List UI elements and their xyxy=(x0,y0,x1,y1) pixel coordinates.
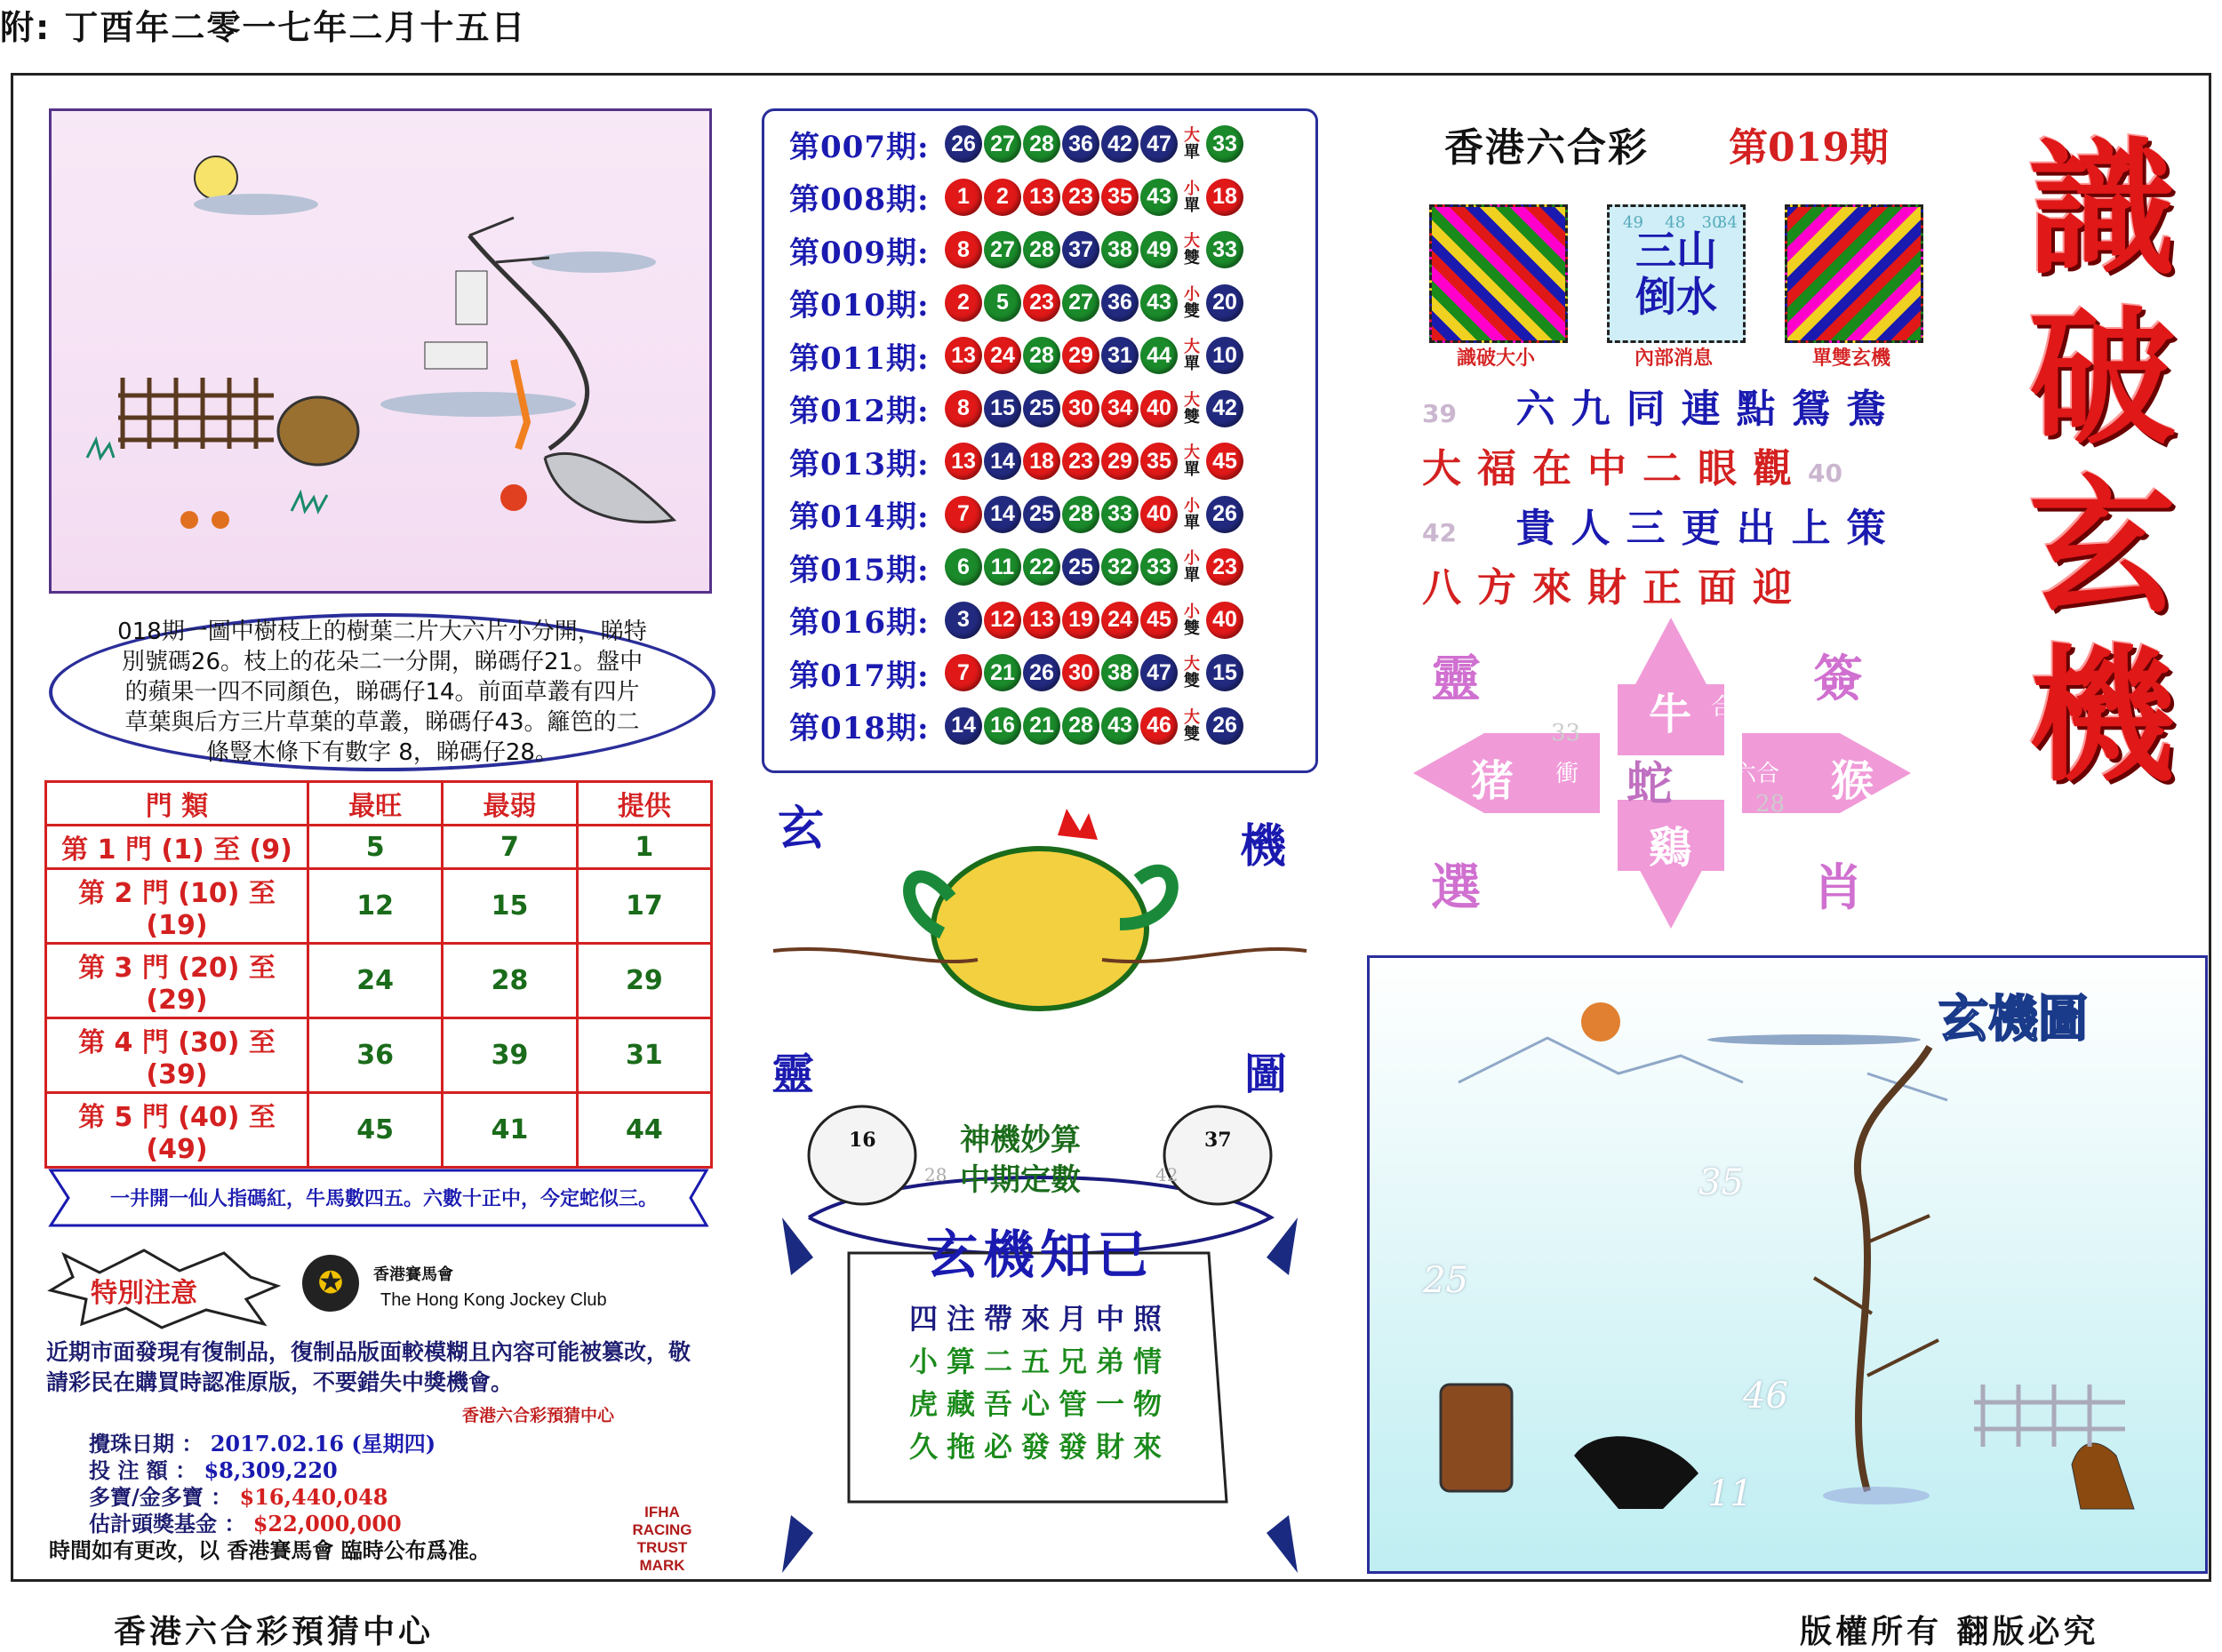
parity-tag: 雙 xyxy=(1184,407,1200,427)
box-label: 單雙玄機 xyxy=(1811,347,1890,370)
special-ball: 33 xyxy=(1206,231,1243,268)
saying-line: 八方來財正面迎 xyxy=(1422,565,1808,611)
special-ball: 10 xyxy=(1206,337,1243,374)
riddle-illustration xyxy=(52,111,709,591)
special-ball: 33 xyxy=(1206,125,1243,163)
big-title-char: 機 xyxy=(2028,629,2176,802)
saying-pre: 42 xyxy=(1422,518,1457,547)
lottery-ball: 13 xyxy=(1023,602,1060,639)
special-ball: 26 xyxy=(1206,707,1243,745)
small-right-number: 42 xyxy=(1155,1164,1179,1185)
result-label: 第007期: xyxy=(789,129,930,165)
result-label: 第013期: xyxy=(789,446,930,483)
lottery-ball: 8 xyxy=(945,231,982,268)
lottery-ball: 24 xyxy=(984,337,1021,374)
saying-pre: 39 xyxy=(1422,399,1457,428)
lottery-ball: 38 xyxy=(1101,231,1139,268)
bet-label: 投 注 額 ： xyxy=(89,1457,197,1483)
lottery-ball: 23 xyxy=(1062,443,1099,480)
big-title-char: 識 xyxy=(2028,123,2176,295)
lottery-ball: 29 xyxy=(1101,443,1139,480)
compass-small: 六合 xyxy=(1733,761,1780,787)
lottery-ball: 49 xyxy=(1140,231,1178,268)
corner-mid-left-char: 靈 xyxy=(771,1049,815,1099)
lottery-ball: 28 xyxy=(1023,231,1060,268)
footer-right: 版權所有 翻版必究 xyxy=(1800,1614,2099,1650)
ifha-logo xyxy=(613,1486,711,1574)
riddle-explanation xyxy=(49,613,715,771)
size-parity-tag xyxy=(1179,127,1204,161)
lottery-ball: 21 xyxy=(984,654,1021,691)
poem-line: 久拖必發發財來 xyxy=(908,1430,1171,1464)
box-num: 49 xyxy=(1623,213,1643,232)
parity-tag: 單 xyxy=(1184,196,1200,215)
poem-line: 四注帶來月中照 xyxy=(908,1302,1171,1336)
lottery-ball: 44 xyxy=(1140,337,1178,374)
box-num: 30 xyxy=(1701,213,1722,232)
size-tag: 小 xyxy=(1184,602,1200,621)
compass-small: 33 xyxy=(1551,720,1581,746)
lottery-ball: 1 xyxy=(945,179,982,216)
result-row xyxy=(789,439,1245,483)
gates-table xyxy=(44,780,713,1169)
lottery-ball: 43 xyxy=(1140,284,1178,322)
result-label: 第014期: xyxy=(789,499,930,535)
riddle-text: 018期一圖中樹枝上的樹葉二片大六片小分開，睇特別號碼26。枝上的花朵二一分開，睇碼仔21。盤中的蘋果一四不同顏色，睇碼仔14。前面草叢有四片草葉與后方三片草葉的草叢，睇碼仔43。籬笆的二條豎木條下有數字 8，睇碼仔28。 xyxy=(117,619,647,766)
size-parity-tag xyxy=(1179,180,1204,214)
box-numbers xyxy=(1623,213,1738,232)
gate-offer: 17 xyxy=(577,869,711,944)
lottery-ball: 27 xyxy=(984,125,1021,163)
lottery-ball: 47 xyxy=(1140,654,1178,691)
parity-tag: 雙 xyxy=(1184,724,1200,744)
result-label: 第015期: xyxy=(789,552,930,588)
lottery-ball: 5 xyxy=(984,284,1021,322)
lottery-ball: 30 xyxy=(1062,390,1099,427)
lottery-ball: 3 xyxy=(945,602,982,639)
corner-qian: 簽 xyxy=(1813,650,1863,708)
gate-name: 第 4 門 (30) 至 (39) xyxy=(46,1018,308,1093)
prize-value: $22,000,000 xyxy=(252,1511,402,1536)
result-label: 第009期: xyxy=(789,235,930,271)
box-oddeven xyxy=(1785,204,1923,371)
sayings xyxy=(1422,382,1902,616)
size-parity-tag xyxy=(1179,444,1204,478)
size-parity-tag xyxy=(1179,709,1204,743)
verse-zhongji: 中期定數 xyxy=(960,1162,1081,1198)
lottery-ball: 16 xyxy=(984,707,1021,745)
parity-tag: 單 xyxy=(1184,355,1200,373)
lottery-ball: 21 xyxy=(1023,707,1060,745)
lottery-ball: 27 xyxy=(984,231,1021,268)
notice-text: 近期市面發現有復制品，復制品版面較模糊且內容可能被篡改，敬請彩民在購買時認准原版，不要錯失中獎機會。 xyxy=(46,1339,691,1395)
lottery-ball: 24 xyxy=(1101,602,1139,639)
poem-line: 虎藏吾心管一物 xyxy=(908,1387,1171,1421)
size-tag: 大 xyxy=(1184,390,1200,410)
result-row xyxy=(789,281,1245,325)
hidden-number: 35 xyxy=(1698,1162,1744,1203)
left-egg-number: 16 xyxy=(849,1129,876,1152)
corner-top-right-char: 機 xyxy=(1240,819,1287,874)
gate-offer: 31 xyxy=(577,1018,711,1093)
lottery-ball: 28 xyxy=(1023,337,1060,374)
special-ball: 42 xyxy=(1206,390,1243,427)
result-label: 第016期: xyxy=(789,605,930,641)
header-category: 門 類 xyxy=(46,782,308,826)
lottery-ball: 2 xyxy=(984,179,1021,216)
special-ball: 26 xyxy=(1206,496,1243,533)
zodiac-compass xyxy=(1413,613,1991,933)
poem-line: 小算二五兄弟情 xyxy=(908,1345,1171,1378)
gate-name: 第 1 門 (1) 至 (9) xyxy=(46,826,308,869)
lottery-ball: 26 xyxy=(945,125,982,163)
size-tag: 大 xyxy=(1184,338,1200,356)
lottery-ball: 34 xyxy=(1101,390,1139,427)
result-label: 第010期: xyxy=(789,288,930,323)
box-label: 內部消息 xyxy=(1634,347,1713,370)
lottery-ball: 45 xyxy=(1140,602,1178,639)
result-label: 第008期: xyxy=(789,182,930,218)
header-offer: 提供 xyxy=(577,782,711,826)
compass-small: 三 xyxy=(1578,841,1602,867)
lottery-ball: 28 xyxy=(1023,125,1060,163)
verse-shenji: 神機妙算 xyxy=(960,1122,1081,1158)
result-row xyxy=(789,227,1245,272)
lottery-ball: 36 xyxy=(1062,125,1099,163)
result-label: 第017期: xyxy=(789,658,930,694)
size-parity-tag xyxy=(1179,392,1204,426)
lottery-ball: 23 xyxy=(1023,284,1060,322)
parity-tag: 雙 xyxy=(1184,672,1200,690)
lottery-ball: 32 xyxy=(1101,548,1139,586)
lottery-ball: 38 xyxy=(1101,654,1139,691)
gate-max: 24 xyxy=(308,944,443,1018)
result-label: 第011期: xyxy=(789,340,930,377)
lottery-ball: 25 xyxy=(1062,548,1099,586)
lottery-ball: 26 xyxy=(1023,654,1060,691)
lottery-ball: 35 xyxy=(1140,443,1178,480)
lottery-ball: 13 xyxy=(945,443,982,480)
prize-label: 估計頭獎基金 ： xyxy=(89,1511,246,1536)
parity-tag: 雙 xyxy=(1184,249,1200,267)
parity-tag: 單 xyxy=(1184,143,1200,162)
lottery-ball: 25 xyxy=(1023,496,1060,533)
parity-tag: 雙 xyxy=(1184,301,1200,321)
issue-number: 第019期 xyxy=(1729,125,1889,171)
box-num: 34 xyxy=(1716,213,1738,232)
lottery-ball: 35 xyxy=(1101,179,1139,216)
gate-min: 28 xyxy=(443,944,577,1018)
size-tag: 大 xyxy=(1184,655,1200,674)
lottery-ball: 7 xyxy=(945,654,982,691)
verse-banner xyxy=(46,1166,711,1230)
lottery-ball: 46 xyxy=(1140,707,1178,745)
lottery-ball: 33 xyxy=(1101,496,1139,533)
lottery-ball: 22 xyxy=(1023,548,1060,586)
size-parity-tag xyxy=(1179,656,1204,690)
lottery-ball: 7 xyxy=(945,496,982,533)
table-row xyxy=(46,1018,712,1093)
size-tag: 小 xyxy=(1184,496,1200,515)
lottery-ball: 43 xyxy=(1140,179,1178,216)
mosaic-box xyxy=(1785,204,1923,343)
special-ball: 20 xyxy=(1206,284,1243,322)
size-tag: 小 xyxy=(1184,179,1200,198)
parity-tag: 單 xyxy=(1184,513,1200,532)
compass-small: 衝 xyxy=(1555,761,1579,787)
box-size xyxy=(1429,204,1568,371)
special-notice-label: 特別注意 xyxy=(91,1278,197,1309)
parity-tag: 單 xyxy=(1184,566,1200,585)
lottery-ball: 40 xyxy=(1140,390,1178,427)
gate-min: 15 xyxy=(443,869,577,944)
footer-left: 香港六合彩預猜中心 xyxy=(114,1614,435,1650)
table-header-row xyxy=(46,782,712,826)
lottery-ball: 42 xyxy=(1101,125,1139,163)
gate-min: 7 xyxy=(443,826,577,869)
multi-value: $16,440,048 xyxy=(239,1484,388,1510)
header-date: 附: 丁酉年二零一七年二月十五日 xyxy=(0,8,527,47)
lottery-ball: 28 xyxy=(1062,496,1099,533)
size-parity-tag xyxy=(1179,339,1204,372)
gate-max: 12 xyxy=(308,869,443,944)
special-ball: 23 xyxy=(1206,548,1243,586)
box-num: 48 xyxy=(1665,213,1686,232)
corner-xiao: 肖 xyxy=(1813,858,1863,917)
big-title xyxy=(2013,124,2191,800)
bet-value: $8,309,220 xyxy=(204,1457,338,1483)
gate-max: 36 xyxy=(308,1018,443,1093)
hidden-number: 46 xyxy=(1743,1376,1788,1417)
special-ball: 15 xyxy=(1206,654,1243,691)
lottery-title: 香港六合彩 xyxy=(1444,125,1649,171)
size-parity-tag xyxy=(1179,498,1204,531)
size-tag: 大 xyxy=(1184,126,1200,145)
zodiac-center: 蛇 xyxy=(1627,757,1674,811)
lottery-ball: 36 xyxy=(1101,284,1139,322)
zodiac-right: 猴 xyxy=(1831,756,1874,806)
result-row xyxy=(789,175,1245,219)
small-left-number: 28 xyxy=(924,1164,947,1185)
lottery-ball: 37 xyxy=(1062,231,1099,268)
box-label: 識破大小 xyxy=(1456,347,1535,370)
corner-ling: 靈 xyxy=(1431,650,1481,708)
results-panel xyxy=(762,108,1318,773)
size-parity-tag xyxy=(1179,286,1204,320)
special-ball: 18 xyxy=(1206,179,1243,216)
table-row xyxy=(46,1093,712,1168)
gate-min: 39 xyxy=(443,1018,577,1093)
lottery-ball: 19 xyxy=(1062,602,1099,639)
gate-min: 41 xyxy=(443,1093,577,1168)
gate-offer: 44 xyxy=(577,1093,711,1168)
compass-small: 28 xyxy=(1755,791,1786,818)
verse-text: 一井開一仙人指碼紅，牛馬數四五。六數十正中，今定蛇似三。 xyxy=(109,1188,658,1210)
result-row xyxy=(789,122,1245,166)
lottery-ball: 40 xyxy=(1140,496,1178,533)
result-row xyxy=(789,650,1245,695)
result-row xyxy=(789,333,1245,378)
result-row xyxy=(789,387,1245,431)
lottery-ball: 31 xyxy=(1101,337,1139,374)
lottery-ball: 14 xyxy=(984,496,1021,533)
jockey-club-logo-icon: ✪ xyxy=(302,1255,359,1312)
table-row xyxy=(46,944,712,1018)
saying-line: 貴人三更出上策 xyxy=(1515,506,1902,551)
big-title-char: 破 xyxy=(2028,291,2176,464)
size-parity-tag xyxy=(1179,603,1204,637)
gate-max: 45 xyxy=(308,1093,443,1168)
lottery-ball: 43 xyxy=(1101,707,1139,745)
result-row xyxy=(789,545,1245,589)
size-tag: 大 xyxy=(1184,707,1200,727)
lottery-ball: 14 xyxy=(984,443,1021,480)
poem xyxy=(880,1297,1200,1468)
lottery-ball: 13 xyxy=(945,337,982,374)
right-egg-number: 37 xyxy=(1204,1129,1232,1152)
result-row xyxy=(789,598,1245,642)
gate-max: 5 xyxy=(308,826,443,869)
notice-tail: 時間如有更改，以 香港賽馬會 臨時公布爲准。 xyxy=(49,1537,491,1563)
gate-name: 第 3 門 (20) 至 (29) xyxy=(46,944,308,1018)
parity-tag: 雙 xyxy=(1184,619,1200,638)
saying-post: 40 xyxy=(1808,459,1842,488)
lottery-ball: 13 xyxy=(1023,179,1060,216)
hidden-number: 11 xyxy=(1707,1473,1753,1514)
lottery-ball: 6 xyxy=(945,548,982,586)
saying-line: 大福在中二眼觀 xyxy=(1422,446,1808,491)
special-notice-badge xyxy=(46,1246,282,1330)
hidden-number: 25 xyxy=(1423,1260,1468,1301)
xuanji-picture xyxy=(1367,955,2208,1574)
lottery-ball: 11 xyxy=(984,548,1021,586)
gate-offer: 29 xyxy=(577,944,711,1018)
multi-label: 多寶/金多寶 ： xyxy=(89,1484,233,1510)
lottery-ball: 33 xyxy=(1140,548,1178,586)
gate-name: 第 2 門 (10) 至 (19) xyxy=(46,869,308,944)
xuanji-title: 玄機知已 xyxy=(925,1225,1154,1285)
table-row xyxy=(46,826,712,869)
ifha-text: IFHA RACING TRUST MARK xyxy=(632,1504,692,1574)
table-row xyxy=(46,869,712,944)
lottery-ball: 25 xyxy=(1023,390,1060,427)
big-title-char: 玄 xyxy=(2028,460,2176,633)
zodiac-down: 鷄 xyxy=(1649,823,1692,873)
size-tag: 大 xyxy=(1184,232,1200,251)
zodiac-left: 猪 xyxy=(1471,756,1515,806)
gate-name: 第 5 門 (40) 至 (49) xyxy=(46,1093,308,1168)
result-row xyxy=(789,704,1245,748)
riddle-picture xyxy=(49,108,712,594)
corner-xuan: 選 xyxy=(1431,858,1481,917)
lottery-ball: 15 xyxy=(984,390,1021,427)
result-label: 第018期: xyxy=(789,711,930,746)
xuanji-picture-title: 玄機圖 xyxy=(1938,990,2088,1049)
lottery-ball: 18 xyxy=(1023,443,1060,480)
lottery-ball: 8 xyxy=(945,390,982,427)
mosaic-box xyxy=(1429,204,1568,343)
hint-box-text: 三山倒水 xyxy=(1635,227,1717,321)
corner-mid-right-char: 圖 xyxy=(1244,1049,1288,1099)
jockey-club-en: The Hong Kong Jockey Club xyxy=(380,1290,607,1310)
size-parity-tag xyxy=(1179,550,1204,584)
lottery-ball: 23 xyxy=(1062,179,1099,216)
saying-line: 六九同連點鴛鴦 xyxy=(1515,387,1902,432)
lottery-ball: 14 xyxy=(945,707,982,745)
parity-tag: 單 xyxy=(1184,460,1200,479)
header-min: 最弱 xyxy=(443,782,577,826)
lottery-ball: 2 xyxy=(945,284,982,322)
lottery-ball: 28 xyxy=(1062,707,1099,745)
compass-small: 合 xyxy=(1724,850,1748,876)
corner-top-left-char: 玄 xyxy=(778,802,825,856)
zodiac-up: 牛 xyxy=(1649,690,1692,739)
lottery-ball: 12 xyxy=(984,602,1021,639)
special-ball: 45 xyxy=(1206,443,1243,480)
jockey-club-cn: 香港賽馬會 xyxy=(373,1265,453,1284)
size-tag: 小 xyxy=(1184,284,1200,304)
size-tag: 小 xyxy=(1184,549,1200,568)
size-parity-tag xyxy=(1179,233,1204,267)
gate-offer: 1 xyxy=(577,826,711,869)
lottery-ball: 29 xyxy=(1062,337,1099,374)
lottery-ball: 47 xyxy=(1140,125,1178,163)
result-label: 第012期: xyxy=(789,394,930,429)
compass-small: 合 xyxy=(1711,694,1735,721)
lottery-ball: 27 xyxy=(1062,284,1099,322)
lottery-ball: 30 xyxy=(1062,654,1099,691)
result-row xyxy=(789,492,1245,537)
draw-info xyxy=(49,1431,491,1564)
notice-sign: 香港六合彩預猜中心 xyxy=(462,1406,615,1425)
compass-small: 三 xyxy=(1578,694,1602,721)
draw-date: 2017.02.16 (星期四) xyxy=(210,1431,436,1456)
special-ball: 40 xyxy=(1206,602,1243,639)
header-max: 最旺 xyxy=(308,782,443,826)
draw-date-label: 攪珠日期 ： xyxy=(89,1431,204,1456)
size-tag: 大 xyxy=(1184,443,1200,462)
